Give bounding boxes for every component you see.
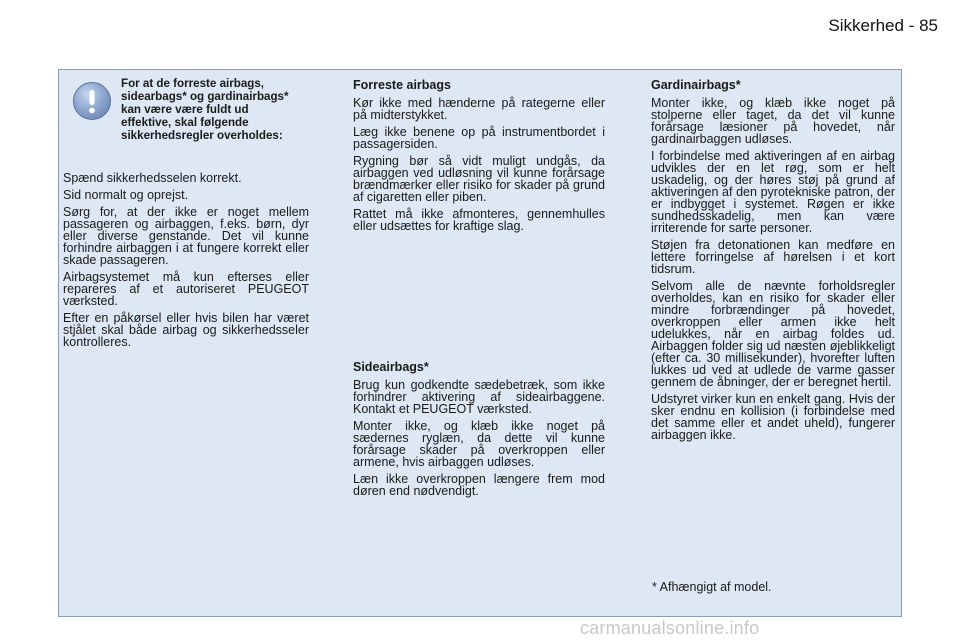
side-airbags-paragraph: Monter ikke, og klæb ikke noget på sædernes ryglæn, da dette vil kunne forårsage skader på overkroppen eller armene, hvis airbaggen udløses.: [353, 419, 605, 469]
curtain-airbags-paragraph: Støjen fra detonationen kan medføre en lettere forringelse af hørelsen i et kort tidsrum.: [651, 238, 895, 276]
warning-paragraph: Airbagsystemet må kun efterses eller repareres af et autoriseret PEUGEOT værksted.: [63, 270, 309, 308]
exclamation-icon: [73, 82, 111, 120]
front-airbags-paragraph: Rattet må ikke afmonteres, gennemhulles eller udsættes for kraftige slag.: [353, 207, 605, 233]
page-title: Sikkerhed - 85: [828, 16, 938, 35]
front-airbags-paragraph: Kør ikke med hænderne på rategerne eller på midterstykket.: [353, 96, 605, 122]
watermark: carmanualsonline.info: [580, 618, 760, 638]
side-airbags-paragraph: Læn ikke overkroppen længere frem mod døren end nødvendigt.: [353, 472, 605, 498]
warning-paragraph: Efter en påkørsel eller hvis bilen har været stjålet skal både airbag og sikkerhedsseler kontrolleres.: [63, 311, 309, 349]
warning-paragraph: Sørg for, at der ikke er noget mellem passageren og airbaggen, f.eks. børn, dyr eller diverse genstande. Det vil kunne forhindre airbaggen i at fungere korrekt eller skade passageren.: [63, 205, 309, 267]
footnote: * Afhængigt af model.: [652, 580, 772, 594]
warning-body: [63, 172, 309, 353]
curtain-airbags-paragraph: Selvom alle de nævnte forholdsregler overholdes, kan en risiko for skader eller mindre forbrændinger på hovedet, overkroppen eller armen ikke helt udelukkes, når en airbag foldes ud. Airbaggen folder sig ud næsten øjeblikkeligt (efter ca. 30 millisekunder), hvorefter luften lukkes ud ved at udlede de varme gasser gennem de åbninger, der er beregnet hertil.: [651, 279, 895, 389]
side-airbags-paragraph: Brug kun godkendte sædebetræk, som ikke forhindrer aktivering af sideairbaggene. Kontakt et PEUGEOT værksted.: [353, 378, 605, 416]
front-airbags-paragraph: Læg ikke benene op på instrumentbordet i passagersiden.: [353, 125, 605, 151]
side-airbags-section: [353, 360, 605, 502]
warning-paragraph: Spænd sikkerhedsselen korrekt.: [63, 171, 242, 185]
safety-panel: [58, 69, 902, 617]
curtain-airbags-paragraph: Monter ikke, og klæb ikke noget på stolperne eller taget, da det vil kunne forårsage læsioner på hovedet, når gardinairbaggen udløses.: [651, 96, 895, 146]
front-airbags-paragraph: Rygning bør så vidt muligt undgås, da airbaggen ved udløsning vil kunne forårsage brændmærker eller risiko for skader på grund af cigaretten eller piben.: [353, 154, 605, 204]
front-airbags-section: [353, 78, 605, 237]
warning-paragraph: Sid normalt og oprejst.: [63, 188, 189, 202]
side-airbags-heading: Sideairbags*: [353, 360, 429, 374]
curtain-airbags-paragraph: Udstyret virker kun en enkelt gang. Hvis der sker endnu en kollision (i forbindelse med det samme eller et andet uheld), fungerer airbaggen ikke.: [651, 392, 895, 442]
curtain-airbags-paragraph: I forbindelse med aktiveringen af en airbag udvikles der en let røg, som er helt uskadelig, og der høres støj på grund af aktiveringen af den pyrotekniske patron, der er indbygget i systemet. Røgen er ikke sundhedsskadelig, men kan være irriterende for sarte personer.: [651, 149, 895, 235]
warning-title: For at de forreste airbags, sidearbags* og gardinairbags* kan være være fuldt ud effektive, skal følgende sikkerhedsregler overholdes:: [121, 77, 289, 142]
curtain-airbags-heading: Gardinairbags*: [651, 78, 741, 92]
curtain-airbags-section: [651, 78, 895, 446]
front-airbags-heading: Forreste airbags: [353, 78, 451, 92]
